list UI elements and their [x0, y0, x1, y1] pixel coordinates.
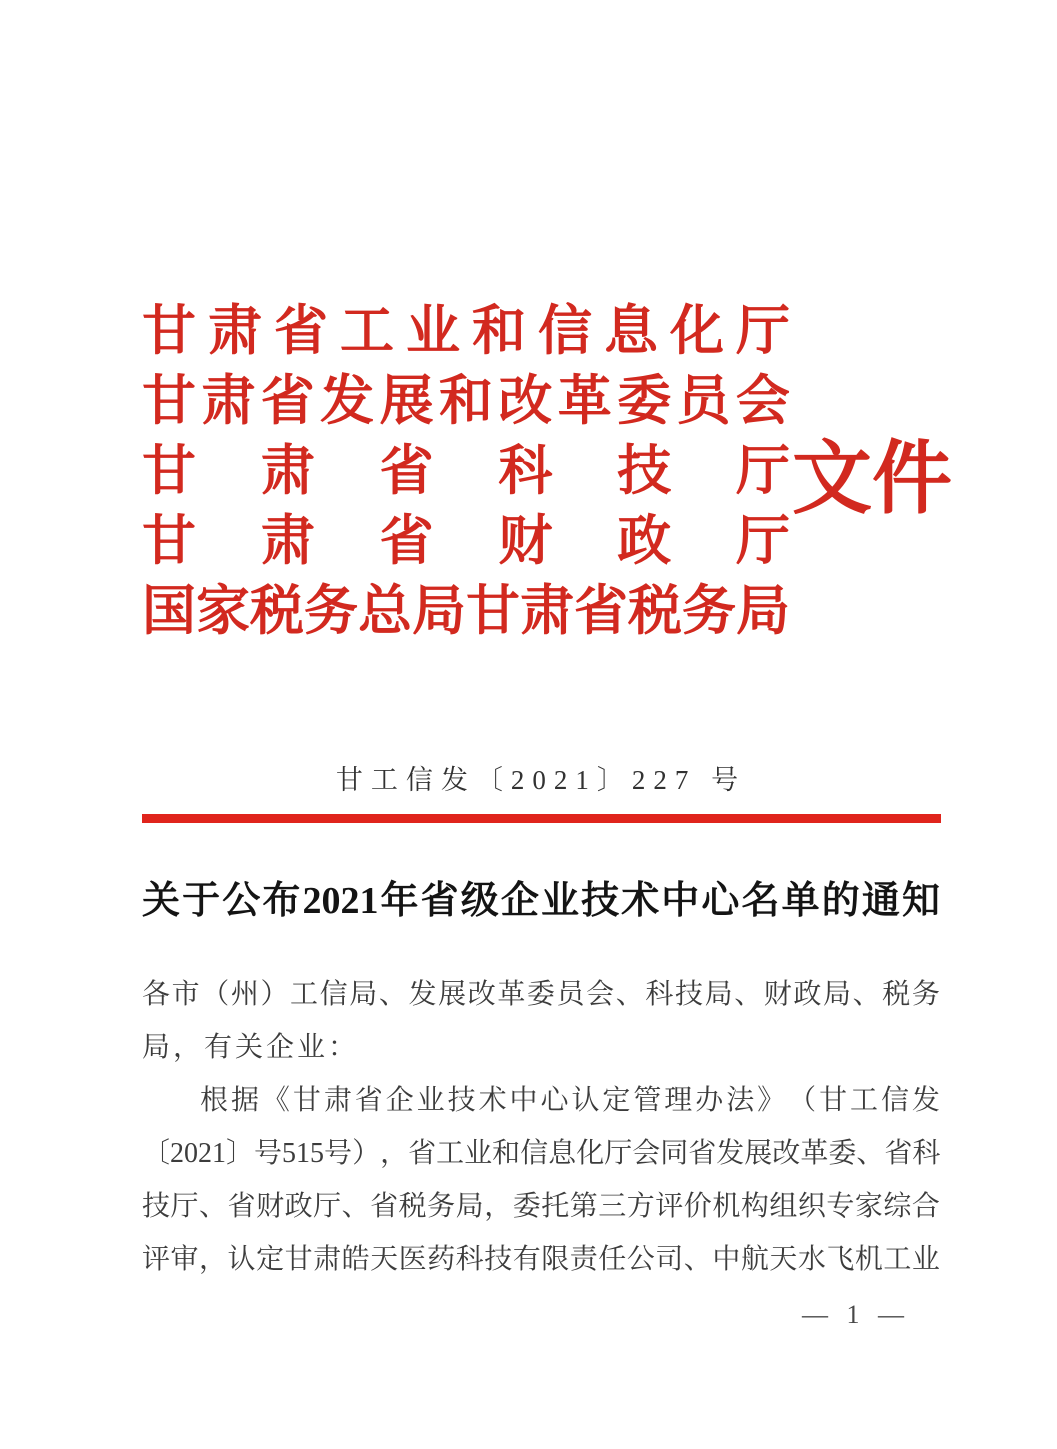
body-line: 〔 2021 〕 号 515 号 ） ， 省 工 业 和 信 息 化 厅 会 同 省 发 展 改 革 委 、 省 科 [142, 1138, 941, 1169]
issuer-line: 甘 肃 省 科 技 厅 [142, 441, 790, 501]
document-letterhead [142, 296, 952, 646]
red-separator-line [142, 814, 941, 823]
issuer-line: 甘 肃 省 发 展 和 改 革 委 员 会 [142, 371, 790, 431]
issuer-list [142, 296, 790, 646]
doc-number: 甘工信发〔2021〕227 号 [335, 765, 747, 795]
body-line: 技 厅 、 省 财 政 厅 、 省 税 务 局 ， 委 托 第 三 方 评 价 机 构 组 织 专 家 综 合 [142, 1191, 940, 1222]
document-title: 关 于 公 布 2021 年 省 级 企 业 技 术 中 心 名 单 的 通 知 [142, 880, 940, 922]
page-number: — 1 — [802, 1300, 910, 1329]
issuer-line: 甘 肃 省 工 业 和 信 息 化 厅 [142, 301, 790, 361]
body-line: 评 审 ， 认 定 甘 肃 皓 天 医 药 科 技 有 限 责 任 公 司 、 中 航 天 水 飞 机 工 业 [142, 1244, 940, 1275]
body-line: 局，有关企业： [142, 1032, 360, 1063]
issuer-line: 甘 肃 省 财 政 厅 [142, 511, 790, 571]
body-line: 各 市 （ 州 ） 工 信 局 、 发 展 改 革 委 员 会 、 科 技 局 、 财 政 局 、 税 务 [142, 979, 940, 1010]
doc-type-label: 文件 [792, 435, 952, 524]
issuer-line: 国 家 税 务 总 局 甘 肃 省 税 务 局 [142, 581, 790, 641]
document-body [142, 968, 940, 1286]
body-line: 根 据 《 甘 肃 省 企 业 技 术 中 心 认 定 管 理 办 法 》 （ 甘 工 信 发 [200, 1085, 940, 1116]
